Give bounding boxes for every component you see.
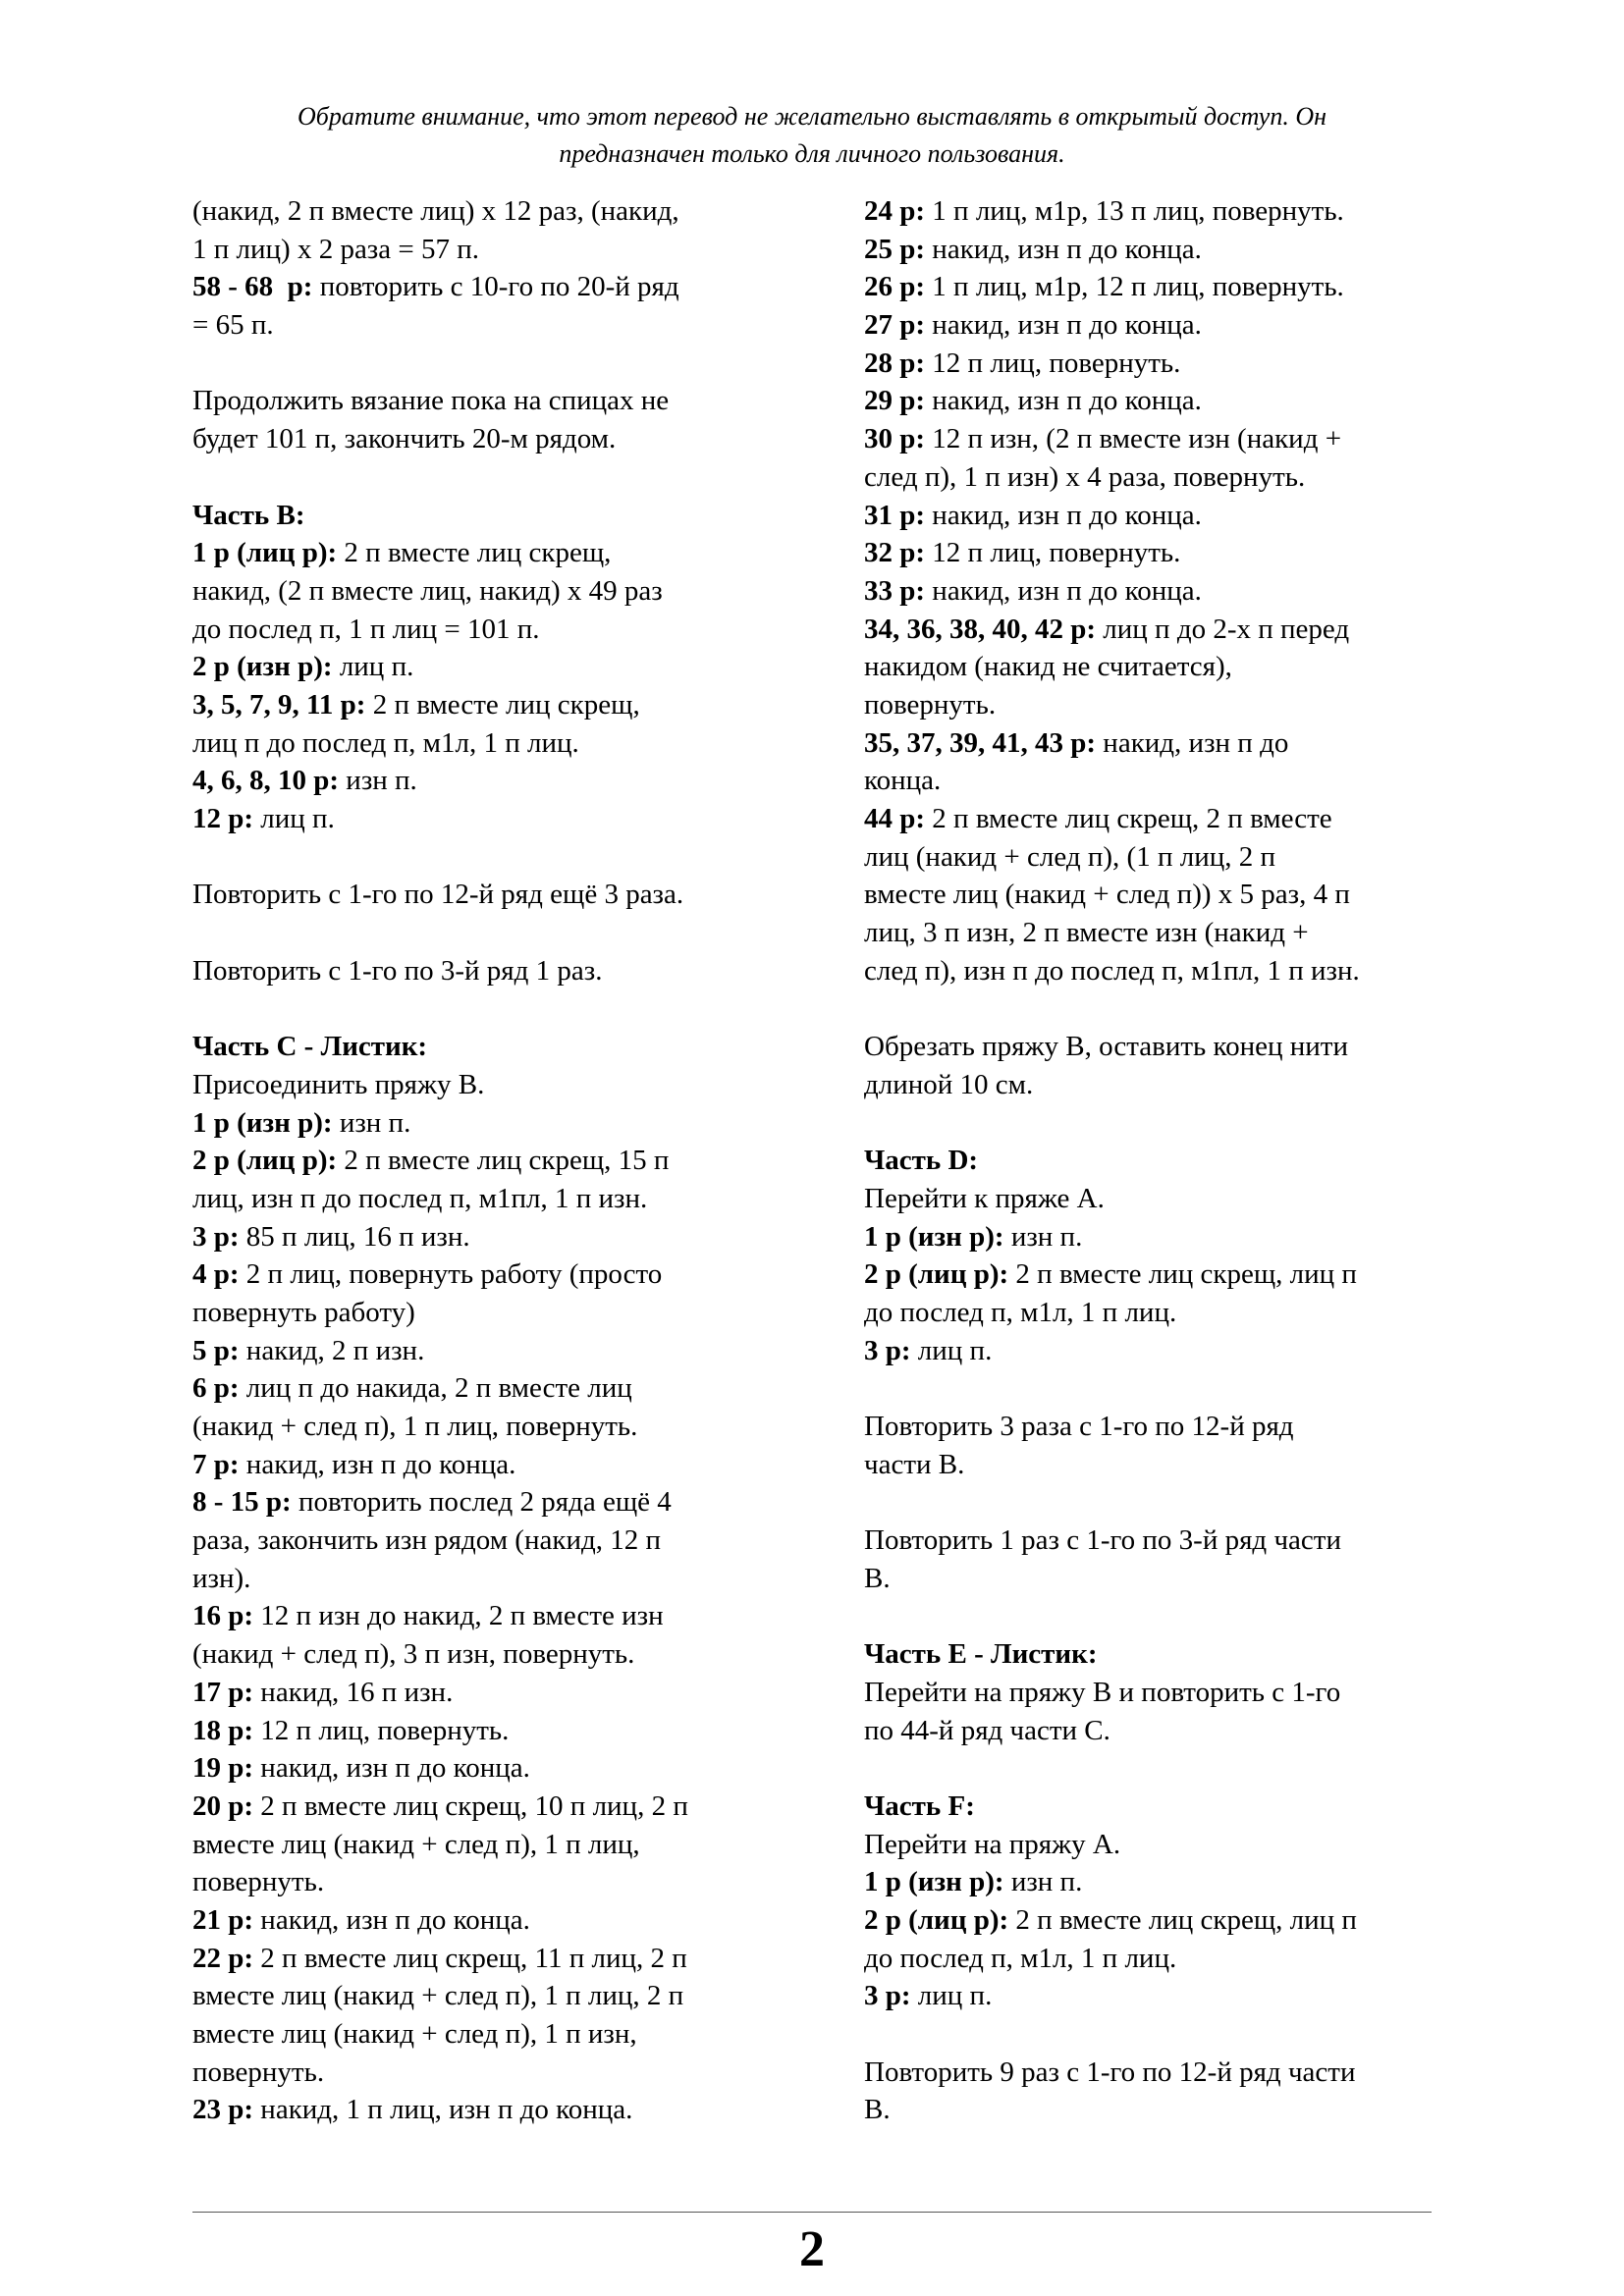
- text-line: [864, 1674, 1453, 1712]
- footer-divider: [192, 2212, 1432, 2213]
- row-label: Часть F:: [864, 1789, 975, 1822]
- text-line: [864, 268, 1453, 306]
- row-label: 8 - 15 р:: [192, 1486, 292, 1519]
- row-label: 18 р:: [192, 1714, 254, 1746]
- text-line: [192, 1104, 801, 1143]
- text-line: [192, 1863, 801, 1901]
- row-text: изн п.: [339, 765, 417, 797]
- row-text: след п), изн п до послед п, м1пл, 1 п изн.: [864, 954, 1360, 987]
- row-label: 20 р:: [192, 1789, 254, 1822]
- text-line: [864, 686, 1453, 724]
- row-label: 27 р:: [864, 309, 926, 342]
- row-text: Повторить 9 раз с 1-го по 12-й ряд части: [864, 2056, 1356, 2088]
- row-label: 22 р:: [192, 1942, 254, 1974]
- text-line: [192, 2015, 801, 2054]
- row-text: накид, 1 п лиц, изн п до конца.: [253, 2094, 633, 2126]
- row-text: лиц, 3 п изн, 2 п вместе изн (накид +: [864, 917, 1309, 949]
- row-label: 30 р:: [864, 423, 926, 455]
- row-label: Часть Е - Листик:: [864, 1638, 1098, 1671]
- row-text: накид, 16 п изн.: [253, 1676, 454, 1708]
- text-line: [864, 1560, 1453, 1598]
- row-label: Часть D:: [864, 1145, 979, 1177]
- text-line: [192, 306, 801, 345]
- row-label: 1 р (изн р):: [864, 1866, 1004, 1898]
- row-text: накид, изн п до конца.: [925, 309, 1202, 342]
- text-line: [192, 231, 801, 269]
- text-line: [864, 838, 1453, 877]
- row-text: повернуть.: [192, 2056, 325, 2088]
- text-line: [864, 876, 1453, 914]
- notice-line-1: Обратите внимание, что этот перевод не желательно выставлять в открытый доступ. Он: [297, 102, 1326, 131]
- row-text: до послед п, 1 п лиц = 101 п.: [192, 613, 540, 645]
- row-text: 2 п вместе лиц скрещ, 15 п: [337, 1145, 670, 1177]
- row-label: 3, 5, 7, 9, 11 р:: [192, 688, 366, 721]
- row-text: 12 п лиц, повернуть.: [253, 1714, 510, 1746]
- row-label: 5 р:: [192, 1334, 240, 1366]
- text-line: [864, 306, 1453, 345]
- text-line: [192, 1180, 801, 1218]
- text-line: [192, 1635, 801, 1674]
- text-line: [192, 952, 801, 990]
- text-line: [864, 611, 1453, 649]
- row-text: повернуть.: [192, 1866, 325, 1898]
- text-line: [864, 1712, 1453, 1750]
- row-text: накид, изн п до конца.: [253, 1752, 530, 1785]
- row-label: 34, 36, 38, 40, 42 р:: [864, 613, 1097, 645]
- text-line: [192, 1826, 801, 1864]
- row-label: 2 р (лиц р):: [864, 1903, 1009, 1936]
- row-label: 29 р:: [864, 385, 926, 417]
- row-label: 26 р:: [864, 271, 926, 303]
- row-text: вместе лиц (накид + след п), 1 п лиц, 2 п: [192, 1980, 684, 2012]
- row-text: накид, изн п до конца.: [925, 233, 1202, 265]
- text-line: [192, 724, 801, 763]
- paragraph-gap: [192, 914, 801, 952]
- text-line: [192, 876, 801, 914]
- row-text: 2 п вместе лиц скрещ, лиц п: [1008, 1258, 1357, 1291]
- row-label: 4 р:: [192, 1258, 240, 1291]
- row-text: 2 п вместе лиц скрещ, 2 п вместе: [925, 803, 1332, 834]
- text-line: [192, 2091, 801, 2129]
- row-text: накидом (накид не считается),: [864, 651, 1232, 683]
- text-line: [192, 572, 801, 611]
- row-text: Перейти на пряжу В и повторить с 1-го: [864, 1676, 1341, 1708]
- row-text: накид, изн п до конца.: [925, 499, 1202, 531]
- row-text: Обрезать пряжу В, оставить конец нити: [864, 1031, 1348, 1063]
- row-text: накид, 2 п изн.: [239, 1334, 425, 1366]
- paragraph-gap: [864, 1483, 1453, 1522]
- paragraph-gap: [864, 1749, 1453, 1788]
- row-text: накид, (2 п вместе лиц, накид) x 49 раз: [192, 574, 663, 607]
- text-line: [192, 648, 801, 686]
- row-text: 12 п лиц, повернуть.: [925, 347, 1181, 379]
- row-label: 28 р:: [864, 347, 926, 379]
- text-line: [864, 2091, 1453, 2129]
- text-line: [192, 686, 801, 724]
- text-line: [864, 800, 1453, 838]
- text-line: [192, 1940, 801, 1978]
- row-text: накид, изн п до конца.: [239, 1448, 516, 1480]
- row-label: 7 р:: [192, 1448, 240, 1480]
- text-line: [192, 497, 801, 535]
- left-text-column: [192, 192, 801, 2129]
- row-text: конца.: [864, 765, 942, 797]
- row-text: вместе лиц (накид + след п), 1 п изн,: [192, 2018, 637, 2050]
- text-line: [192, 1597, 801, 1635]
- text-line: [864, 1028, 1453, 1066]
- text-line: [864, 1522, 1453, 1560]
- row-text: Присоединить пряжу В.: [192, 1068, 485, 1100]
- row-text: лиц п.: [910, 1980, 993, 2012]
- row-text: Повторить с 1-го по 3-й ряд 1 раз.: [192, 954, 603, 987]
- row-text: накид, изн п до конца.: [925, 574, 1202, 607]
- row-text: 85 п лиц, 16 п изн.: [239, 1220, 470, 1253]
- paragraph-gap: [864, 1369, 1453, 1408]
- row-text: В.: [864, 1562, 891, 1594]
- text-line: [192, 1332, 801, 1370]
- row-text: до послед п, м1л, 1 п лиц.: [864, 1942, 1177, 1974]
- row-label: Часть С - Листик:: [192, 1031, 428, 1063]
- row-text: (накид + след п), 3 п изн, повернуть.: [192, 1638, 635, 1671]
- row-text: накид, изн п до конца.: [253, 1903, 530, 1936]
- text-line: [192, 762, 801, 800]
- row-label: 4, 6, 8, 10 р:: [192, 765, 340, 797]
- row-text: Продолжить вязание пока на спицах не: [192, 385, 670, 417]
- text-line: [864, 345, 1453, 383]
- row-label: 19 р:: [192, 1752, 254, 1785]
- text-line: [864, 1788, 1453, 1826]
- row-text: части В.: [864, 1448, 965, 1480]
- row-text: раза, закончить изн рядом (накид, 12 п: [192, 1524, 661, 1557]
- row-text: накид, изн п до: [1096, 726, 1289, 759]
- text-line: [192, 1294, 801, 1332]
- row-text: накид, изн п до конца.: [925, 385, 1202, 417]
- text-line: [864, 1218, 1453, 1256]
- row-text: (накид, 2 п вместе лиц) x 12 раз, (накид,: [192, 195, 679, 227]
- row-label: 33 р:: [864, 574, 926, 607]
- row-text: 1 п лиц) x 2 раза = 57 п.: [192, 233, 480, 265]
- text-line: [864, 724, 1453, 763]
- row-text: вместе лиц (накид + след п)) x 5 раз, 4 п: [864, 879, 1350, 911]
- paragraph-gap: [192, 458, 801, 497]
- row-text: изн п.: [1003, 1866, 1083, 1898]
- row-text: Перейти на пряжу А.: [864, 1828, 1121, 1860]
- text-line: [864, 458, 1453, 497]
- header-notice: [0, 98, 1624, 173]
- row-label: 2 р (лиц р):: [864, 1258, 1009, 1291]
- text-line: [864, 1180, 1453, 1218]
- text-line: [864, 1977, 1453, 2015]
- text-line: [864, 1142, 1453, 1180]
- text-line: [192, 2054, 801, 2092]
- text-line: [864, 2054, 1453, 2092]
- text-line: [864, 1294, 1453, 1332]
- row-label: 44 р:: [864, 803, 926, 834]
- row-text: лиц п.: [332, 651, 414, 683]
- page-number: 2: [799, 2221, 825, 2277]
- row-label: 2 р (изн р):: [192, 651, 333, 683]
- text-line: [192, 1560, 801, 1598]
- row-text: повторить послед 2 ряда ещё 4: [291, 1486, 672, 1519]
- text-line: [192, 1788, 801, 1826]
- paragraph-gap: [192, 838, 801, 877]
- row-text: лиц п.: [910, 1334, 993, 1366]
- row-text: повернуть.: [864, 688, 997, 721]
- text-line: [192, 1142, 801, 1180]
- row-text: след п), 1 п изн) x 4 раза, повернуть.: [864, 460, 1306, 493]
- paragraph-gap: [864, 989, 1453, 1028]
- row-text: Перейти к пряже А.: [864, 1182, 1105, 1214]
- text-line: [192, 1522, 801, 1560]
- text-line: [864, 534, 1453, 572]
- row-text: В.: [864, 2094, 891, 2126]
- right-text-column: [864, 192, 1453, 2129]
- text-line: [864, 1408, 1453, 1446]
- row-text: 2 п лиц, повернуть работу (просто: [239, 1258, 663, 1291]
- paragraph-gap: [864, 1104, 1453, 1143]
- text-line: [864, 1826, 1453, 1864]
- text-line: [864, 1901, 1453, 1940]
- row-text: 12 п изн до накид, 2 п вместе изн: [253, 1600, 664, 1632]
- row-label: 31 р:: [864, 499, 926, 531]
- row-label: 25 р:: [864, 233, 926, 265]
- row-label: 24 р:: [864, 195, 926, 227]
- text-line: [192, 420, 801, 458]
- row-label: 3 р:: [864, 1334, 911, 1366]
- text-line: [192, 1901, 801, 1940]
- text-line: [192, 1369, 801, 1408]
- row-label: 12 р:: [192, 803, 254, 834]
- text-line: [192, 1408, 801, 1446]
- text-line: [864, 952, 1453, 990]
- text-line: [192, 1483, 801, 1522]
- row-text: = 65 п.: [192, 309, 274, 342]
- row-label: 35, 37, 39, 41, 43 р:: [864, 726, 1097, 759]
- paragraph-gap: [864, 1597, 1453, 1635]
- row-label: Часть В:: [192, 499, 305, 531]
- row-text: длиной 10 см.: [864, 1068, 1034, 1100]
- text-line: [864, 648, 1453, 686]
- row-label: 21 р:: [192, 1903, 254, 1936]
- row-text: лиц п до 2-х п перед: [1096, 613, 1350, 645]
- text-line: [192, 192, 801, 231]
- text-line: [864, 1066, 1453, 1104]
- row-text: 12 п изн, (2 п вместе изн (накид +: [925, 423, 1342, 455]
- row-text: Повторить с 1-го по 12-й ряд ещё 3 раза.: [192, 879, 684, 911]
- text-line: [864, 1635, 1453, 1674]
- row-text: лиц (накид + след п), (1 п лиц, 2 п: [864, 840, 1275, 873]
- text-line: [864, 1940, 1453, 1978]
- text-line: [192, 1028, 801, 1066]
- row-text: повернуть работу): [192, 1296, 415, 1328]
- row-label: 17 р:: [192, 1676, 254, 1708]
- row-text: Повторить 3 раза с 1-го по 12-й ряд: [864, 1411, 1294, 1442]
- text-line: [192, 1255, 801, 1294]
- text-line: [192, 611, 801, 649]
- text-line: [864, 382, 1453, 420]
- row-text: 2 п вместе лиц скрещ,: [337, 537, 612, 569]
- row-label: 6 р:: [192, 1372, 240, 1405]
- row-text: (накид + след п), 1 п лиц, повернуть.: [192, 1411, 638, 1442]
- row-label: 32 р:: [864, 537, 926, 569]
- paragraph-gap: [192, 345, 801, 383]
- text-line: [864, 1863, 1453, 1901]
- text-line: [192, 382, 801, 420]
- text-line: [864, 192, 1453, 231]
- notice-line-2: предназначен только для личного пользования.: [559, 139, 1065, 168]
- row-text: по 44-й ряд части С.: [864, 1714, 1110, 1746]
- row-label: 1 р (лиц р):: [192, 537, 338, 569]
- row-text: до послед п, м1л, 1 п лиц.: [864, 1296, 1177, 1328]
- row-label: 16 р:: [192, 1600, 254, 1632]
- row-text: изн).: [192, 1562, 251, 1594]
- text-line: [864, 914, 1453, 952]
- row-text: 1 п лиц, м1р, 13 п лиц, повернуть.: [925, 195, 1344, 227]
- text-line: [864, 762, 1453, 800]
- row-text: 12 п лиц, повернуть.: [925, 537, 1181, 569]
- text-line: [192, 1977, 801, 2015]
- text-line: [864, 231, 1453, 269]
- row-text: 2 п вместе лиц скрещ, 10 п лиц, 2 п: [253, 1789, 688, 1822]
- row-text: 2 п вместе лиц скрещ, лиц п: [1008, 1903, 1357, 1936]
- row-text: лиц п до послед п, м1л, 1 п лиц.: [192, 726, 579, 759]
- text-line: [864, 572, 1453, 611]
- row-text: 1 п лиц, м1р, 12 п лиц, повернуть.: [925, 271, 1344, 303]
- text-line: [192, 800, 801, 838]
- row-text: лиц, изн п до послед п, м1пл, 1 п изн.: [192, 1182, 648, 1214]
- paragraph-gap: [192, 989, 801, 1028]
- row-label: 1 р (изн р):: [864, 1220, 1004, 1253]
- row-text: 2 п вместе лиц скрещ,: [365, 688, 640, 721]
- text-line: [864, 1255, 1453, 1294]
- row-text: вместе лиц (накид + след п), 1 п лиц,: [192, 1828, 640, 1860]
- row-text: изн п.: [332, 1106, 411, 1139]
- text-line: [864, 497, 1453, 535]
- text-line: [192, 1446, 801, 1484]
- text-line: [192, 1674, 801, 1712]
- row-text: 2 п вместе лиц скрещ, 11 п лиц, 2 п: [253, 1942, 687, 1974]
- text-line: [192, 1066, 801, 1104]
- text-line: [192, 1218, 801, 1256]
- row-text: лиц п.: [253, 803, 335, 834]
- row-text: изн п.: [1003, 1220, 1083, 1253]
- row-text: лиц п до накида, 2 п вместе лиц: [239, 1372, 632, 1405]
- text-line: [192, 534, 801, 572]
- row-label: 3 р:: [864, 1980, 911, 2012]
- text-line: [192, 268, 801, 306]
- paragraph-gap: [864, 2015, 1453, 2054]
- row-label: 1 р (изн р):: [192, 1106, 333, 1139]
- row-label: 3 р:: [192, 1220, 240, 1253]
- row-label: 2 р (лиц р):: [192, 1145, 338, 1177]
- row-text: повторить с 10-го по 20-й ряд: [312, 271, 679, 303]
- text-line: [192, 1749, 801, 1788]
- row-label: 23 р:: [192, 2094, 254, 2126]
- text-line: [192, 1712, 801, 1750]
- row-text: будет 101 п, закончить 20-м рядом.: [192, 423, 617, 455]
- text-line: [864, 420, 1453, 458]
- row-label: 58 - 68 р:: [192, 271, 313, 303]
- row-text: Повторить 1 раз с 1-го по 3-й ряд части: [864, 1524, 1341, 1557]
- text-line: [864, 1446, 1453, 1484]
- text-line: [864, 1332, 1453, 1370]
